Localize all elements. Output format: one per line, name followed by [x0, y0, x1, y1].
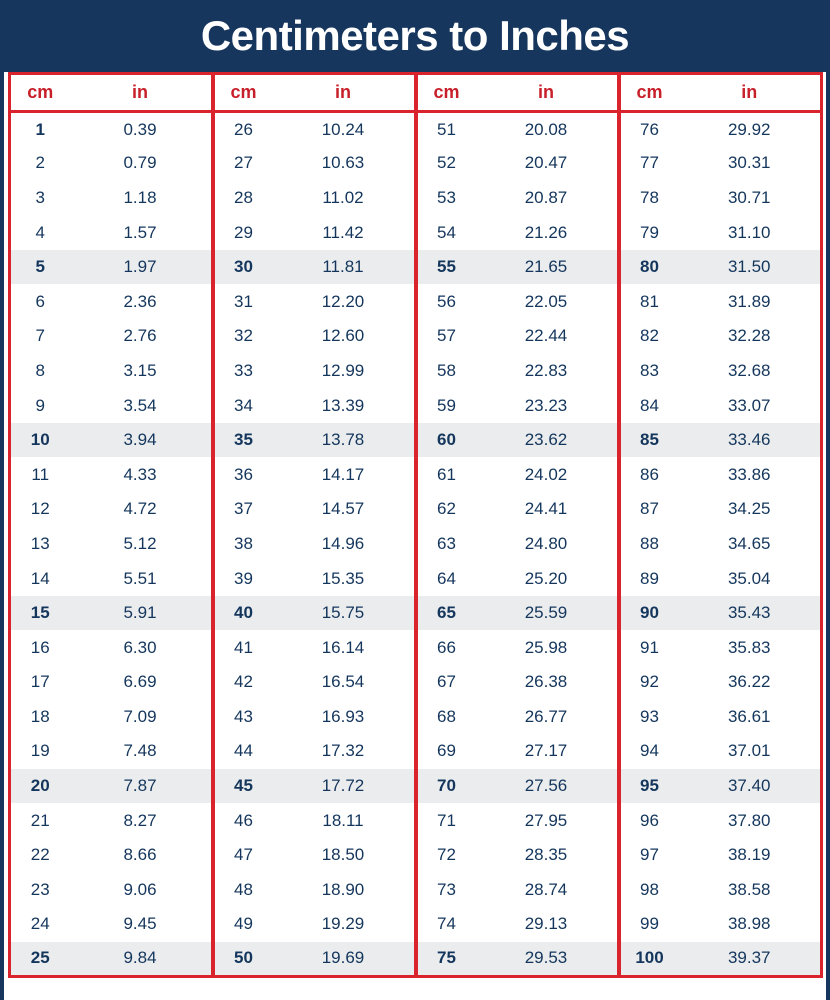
- cell-in: 38.19: [679, 838, 822, 873]
- cell-in: 12.99: [321, 360, 365, 380]
- cell-in: 27.56: [476, 769, 619, 804]
- cell-in: 25.59: [476, 596, 619, 631]
- cell-cm: 60: [416, 423, 476, 458]
- cell-cm: 27: [213, 146, 273, 181]
- cell-cm: 35: [213, 423, 273, 458]
- cell-cm: 71: [416, 803, 476, 838]
- cell-in: 2.76: [123, 326, 157, 346]
- cell-in: 13.78: [273, 423, 416, 458]
- cell-cm: 93: [619, 700, 679, 735]
- cell-cm: 56: [416, 284, 476, 319]
- cell-cm: 52: [416, 146, 476, 181]
- cell-cm: 57: [416, 319, 476, 354]
- cell-cm: 40: [213, 596, 273, 631]
- cell-cm: 30: [213, 250, 273, 285]
- cell-in: 14.57: [321, 499, 365, 519]
- cell-in: 30.31: [679, 146, 822, 181]
- column-header-cm-1: cm: [10, 74, 70, 112]
- cell-in: 1.57: [123, 222, 157, 242]
- cell-in: 14.17: [321, 464, 365, 484]
- cell-cm: 25: [10, 942, 70, 977]
- cell-cm: 18: [10, 700, 70, 735]
- cell-in: 38.98: [679, 907, 822, 942]
- table-row: [10, 838, 822, 873]
- cell-in: 1.18: [123, 187, 157, 207]
- cell-cm: 11: [10, 457, 70, 492]
- cell-in: 9.45: [123, 914, 157, 934]
- cell-in: 32.28: [679, 319, 822, 354]
- cell-cm: 59: [416, 388, 476, 423]
- cell-in: 7.87: [70, 769, 213, 804]
- cell-cm: 88: [619, 527, 679, 562]
- cell-in: 31.50: [679, 250, 822, 285]
- cell-in: 20.47: [524, 153, 568, 173]
- cell-cm: 100: [619, 942, 679, 977]
- cell-in: 33.07: [679, 388, 822, 423]
- cell-cm: 76: [619, 112, 679, 147]
- cell-cm: 7: [10, 319, 70, 354]
- cell-cm: 34: [213, 388, 273, 423]
- cell-in: 16.54: [321, 672, 365, 692]
- cell-in: 8.66: [123, 845, 157, 865]
- cell-cm: 61: [416, 457, 476, 492]
- cell-cm: 77: [619, 146, 679, 181]
- cell-cm: 67: [416, 665, 476, 700]
- table-row: [10, 700, 822, 735]
- cell-cm: 17: [10, 665, 70, 700]
- cell-in: 27.95: [524, 810, 568, 830]
- cell-in: 26.77: [524, 706, 568, 726]
- cell-in: 23.62: [476, 423, 619, 458]
- cell-cm: 91: [619, 630, 679, 665]
- cell-cm: 90: [619, 596, 679, 631]
- cell-in: 34.65: [679, 527, 822, 562]
- cell-cm: 44: [213, 734, 273, 769]
- cell-in: 23.23: [524, 395, 568, 415]
- cell-in: 31.89: [679, 284, 822, 319]
- cell-in: 10.24: [321, 119, 365, 139]
- cell-in: 37.01: [679, 734, 822, 769]
- table-row: [10, 112, 822, 147]
- cell-in: 28.35: [524, 845, 568, 865]
- cell-cm: 14: [10, 561, 70, 596]
- cell-in: 4.72: [123, 499, 157, 519]
- cell-cm: 36: [213, 457, 273, 492]
- cell-cm: 5: [10, 250, 70, 285]
- cell-in: 21.65: [476, 250, 619, 285]
- cell-in: 33.46: [679, 423, 822, 458]
- cell-in: 35.83: [679, 630, 822, 665]
- cell-cm: 51: [416, 112, 476, 147]
- cell-in: 3.54: [123, 395, 157, 415]
- cell-cm: 8: [10, 354, 70, 389]
- cell-cm: 38: [213, 527, 273, 562]
- cell-cm: 20: [10, 769, 70, 804]
- table-row: [10, 388, 822, 423]
- cell-cm: 24: [10, 907, 70, 942]
- cell-in: 19.29: [321, 914, 365, 934]
- cell-in: 12.60: [321, 326, 365, 346]
- table-body: [10, 112, 822, 977]
- cell-cm: 97: [619, 838, 679, 873]
- column-header-in-3: in: [476, 74, 619, 112]
- cell-in: 7.48: [123, 741, 157, 761]
- page-title: Centimeters to Inches: [200, 12, 630, 59]
- cell-cm: 26: [213, 112, 273, 147]
- table-row: [10, 457, 822, 492]
- cell-in: 22.44: [524, 326, 568, 346]
- cell-in: 13.39: [321, 395, 365, 415]
- table-row: [10, 596, 822, 631]
- cell-cm: 63: [416, 527, 476, 562]
- cell-cm: 75: [416, 942, 476, 977]
- cell-cm: 28: [213, 181, 273, 216]
- cell-in: 36.22: [679, 665, 822, 700]
- cell-in: 24.80: [524, 533, 568, 553]
- cm-to-inches-table: [8, 72, 823, 978]
- cell-in: 21.26: [524, 222, 568, 242]
- cell-cm: 46: [213, 803, 273, 838]
- cell-cm: 2: [10, 146, 70, 181]
- cell-in: 39.37: [679, 942, 822, 977]
- cell-cm: 16: [10, 630, 70, 665]
- table-container: [4, 72, 826, 982]
- cell-in: 11.81: [273, 250, 416, 285]
- table-row: [10, 561, 822, 596]
- cell-in: 3.15: [123, 360, 157, 380]
- cell-cm: 54: [416, 215, 476, 250]
- table-row: [10, 146, 822, 181]
- column-header-cm-2: cm: [213, 74, 273, 112]
- cell-cm: 15: [10, 596, 70, 631]
- table-row: [10, 942, 822, 977]
- cell-cm: 95: [619, 769, 679, 804]
- cell-in: 5.51: [123, 568, 157, 588]
- cell-cm: 23: [10, 873, 70, 908]
- cell-in: 25.98: [524, 637, 568, 657]
- cell-in: 38.58: [679, 873, 822, 908]
- cell-in: 8.27: [123, 810, 157, 830]
- table-row: [10, 250, 822, 285]
- cell-in: 12.20: [321, 291, 365, 311]
- cell-in: 4.33: [123, 464, 157, 484]
- cell-in: 2.36: [123, 291, 157, 311]
- cell-cm: 96: [619, 803, 679, 838]
- cell-in: 29.53: [476, 942, 619, 977]
- cell-cm: 66: [416, 630, 476, 665]
- table-row: [10, 319, 822, 354]
- cell-in: 6.69: [123, 672, 157, 692]
- cell-cm: 3: [10, 181, 70, 216]
- cell-in: 18.50: [321, 845, 365, 865]
- cell-cm: 80: [619, 250, 679, 285]
- cell-cm: 48: [213, 873, 273, 908]
- cell-in: 36.61: [679, 700, 822, 735]
- table-row: [10, 181, 822, 216]
- cell-in: 16.14: [321, 637, 365, 657]
- cell-cm: 47: [213, 838, 273, 873]
- table-row: [10, 630, 822, 665]
- cell-in: 17.32: [321, 741, 365, 761]
- table-row: [10, 492, 822, 527]
- cell-in: 32.68: [679, 354, 822, 389]
- cell-in: 9.06: [123, 879, 157, 899]
- cell-cm: 58: [416, 354, 476, 389]
- cell-cm: 45: [213, 769, 273, 804]
- cell-cm: 1: [10, 112, 70, 147]
- table-row: [10, 873, 822, 908]
- cell-in: 29.13: [524, 914, 568, 934]
- cell-in: 24.41: [524, 499, 568, 519]
- cell-cm: 82: [619, 319, 679, 354]
- cell-in: 35.43: [679, 596, 822, 631]
- cell-cm: 29: [213, 215, 273, 250]
- table-row: [10, 734, 822, 769]
- cell-cm: 13: [10, 527, 70, 562]
- table-row: [10, 527, 822, 562]
- table-row: [10, 803, 822, 838]
- cell-in: 19.69: [273, 942, 416, 977]
- cell-cm: 83: [619, 354, 679, 389]
- cell-in: 24.02: [524, 464, 568, 484]
- cell-cm: 84: [619, 388, 679, 423]
- cell-in: 5.12: [123, 533, 157, 553]
- cell-cm: 87: [619, 492, 679, 527]
- cell-cm: 70: [416, 769, 476, 804]
- cell-in: 29.92: [679, 112, 822, 147]
- cell-cm: 33: [213, 354, 273, 389]
- cell-cm: 19: [10, 734, 70, 769]
- table-row: [10, 665, 822, 700]
- cell-in: 16.93: [321, 706, 365, 726]
- cell-cm: 6: [10, 284, 70, 319]
- cell-in: 30.71: [679, 181, 822, 216]
- table-row: [10, 769, 822, 804]
- cell-cm: 10: [10, 423, 70, 458]
- cell-in: 10.63: [321, 153, 365, 173]
- cell-in: 3.94: [70, 423, 213, 458]
- column-header-cm-3: cm: [416, 74, 476, 112]
- column-header-in-4: in: [679, 74, 822, 112]
- cell-in: 34.25: [679, 492, 822, 527]
- cell-in: 11.42: [322, 222, 364, 242]
- page-header: [4, 0, 826, 72]
- cell-cm: 69: [416, 734, 476, 769]
- cell-cm: 49: [213, 907, 273, 942]
- cell-in: 0.79: [123, 153, 157, 173]
- cell-cm: 98: [619, 873, 679, 908]
- cell-in: 6.30: [123, 637, 157, 657]
- column-header-cm-4: cm: [619, 74, 679, 112]
- cell-in: 26.38: [524, 672, 568, 692]
- cell-cm: 78: [619, 181, 679, 216]
- cell-cm: 94: [619, 734, 679, 769]
- cell-in: 22.83: [524, 360, 568, 380]
- cell-in: 18.11: [322, 810, 364, 830]
- cell-cm: 64: [416, 561, 476, 596]
- cell-cm: 37: [213, 492, 273, 527]
- cell-in: 20.87: [524, 187, 568, 207]
- cell-cm: 32: [213, 319, 273, 354]
- cell-cm: 73: [416, 873, 476, 908]
- cell-cm: 86: [619, 457, 679, 492]
- cell-in: 37.40: [679, 769, 822, 804]
- cell-cm: 79: [619, 215, 679, 250]
- cell-in: 33.86: [679, 457, 822, 492]
- cell-cm: 39: [213, 561, 273, 596]
- cell-in: 17.72: [273, 769, 416, 804]
- cell-in: 18.90: [321, 879, 365, 899]
- cell-in: 14.96: [321, 533, 365, 553]
- cell-in: 15.35: [321, 568, 365, 588]
- table-header-row: [10, 74, 822, 112]
- cell-in: 1.97: [70, 250, 213, 285]
- cell-cm: 65: [416, 596, 476, 631]
- cell-in: 31.10: [679, 215, 822, 250]
- cell-in: 20.08: [524, 119, 568, 139]
- table-row: [10, 284, 822, 319]
- cell-cm: 41: [213, 630, 273, 665]
- cell-cm: 43: [213, 700, 273, 735]
- table-row: [10, 907, 822, 942]
- cell-in: 28.74: [524, 879, 568, 899]
- cell-in: 11.02: [322, 187, 364, 207]
- cell-cm: 74: [416, 907, 476, 942]
- cell-cm: 9: [10, 388, 70, 423]
- cell-cm: 50: [213, 942, 273, 977]
- cell-cm: 81: [619, 284, 679, 319]
- column-header-in-2: in: [273, 74, 416, 112]
- cell-in: 0.39: [123, 119, 157, 139]
- cell-in: 9.84: [70, 942, 213, 977]
- cell-cm: 99: [619, 907, 679, 942]
- cell-cm: 92: [619, 665, 679, 700]
- cell-cm: 72: [416, 838, 476, 873]
- cell-cm: 31: [213, 284, 273, 319]
- cell-in: 37.80: [679, 803, 822, 838]
- cell-in: 15.75: [273, 596, 416, 631]
- cell-cm: 85: [619, 423, 679, 458]
- cell-cm: 68: [416, 700, 476, 735]
- cell-cm: 89: [619, 561, 679, 596]
- column-header-in-1: in: [70, 74, 213, 112]
- cell-cm: 42: [213, 665, 273, 700]
- table-row: [10, 354, 822, 389]
- cell-cm: 53: [416, 181, 476, 216]
- table-row: [10, 423, 822, 458]
- table-row: [10, 215, 822, 250]
- cell-cm: 12: [10, 492, 70, 527]
- cell-in: 7.09: [123, 706, 157, 726]
- cell-cm: 55: [416, 250, 476, 285]
- cell-cm: 62: [416, 492, 476, 527]
- cell-cm: 21: [10, 803, 70, 838]
- cell-cm: 4: [10, 215, 70, 250]
- cell-cm: 22: [10, 838, 70, 873]
- cell-in: 5.91: [70, 596, 213, 631]
- cell-in: 27.17: [524, 741, 568, 761]
- cell-in: 22.05: [524, 291, 568, 311]
- cell-in: 35.04: [679, 561, 822, 596]
- cell-in: 25.20: [524, 568, 568, 588]
